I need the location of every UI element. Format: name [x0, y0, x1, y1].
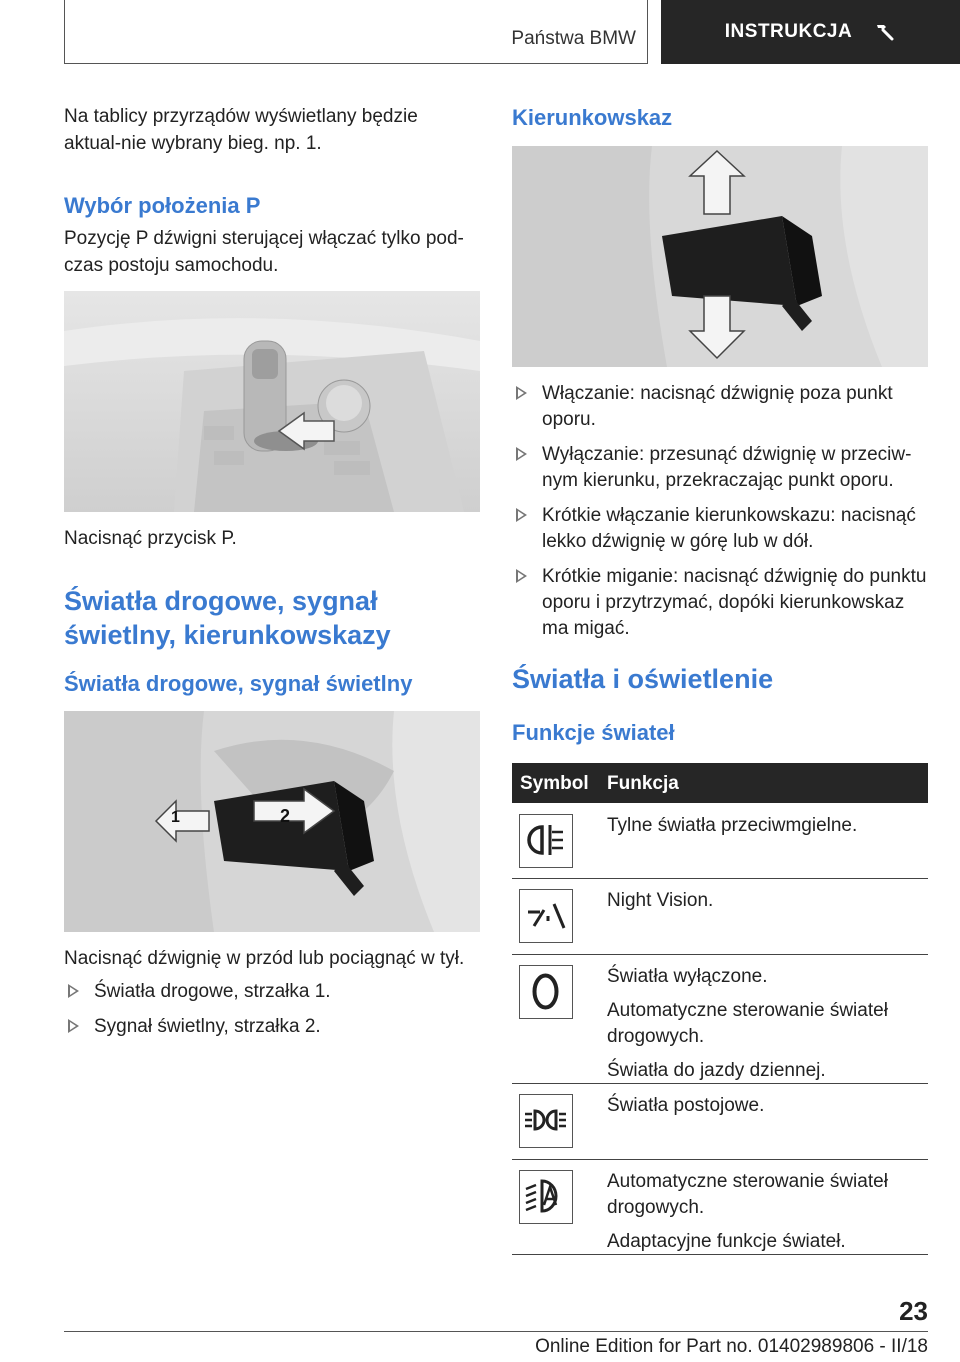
high-beam-list [64, 979, 480, 1049]
bullet-triangle-icon [516, 447, 527, 461]
bullet-triangle-icon [68, 984, 79, 998]
list-item: Krótkie miganie: nacisnąć dźwignię do punktu oporu i przytrzymać, dopóki kierunkowskaz ma migać. [512, 564, 928, 642]
lights-heading: Światła i oświetlenie [512, 664, 774, 694]
p-caption: Nacisnąć przycisk P. [64, 528, 237, 549]
table-header [512, 763, 928, 803]
sub-heading: Światła drogowe, sygnał świetlny [64, 671, 413, 696]
col-symbol: Symbol [520, 773, 589, 794]
hammer-icon [874, 21, 896, 43]
list-item: Krótkie włączanie kierunkowskazu: nacisnąć lekko dźwignię w górę lub w dół. [512, 503, 928, 555]
footer-divider [64, 1331, 928, 1332]
night-vision-icon [519, 889, 573, 943]
page-number: 23 [899, 1296, 928, 1326]
high-beam-lever-figure [64, 711, 480, 932]
col-function: Funkcja [607, 773, 679, 794]
header-section: Państwa BMW [511, 28, 636, 49]
intro-text: Na tablicy przyrządów wyświetlany będzie aktual-nie wybrany bieg. np. 1. [64, 106, 418, 154]
footer-edition: Online Edition for Part no. 01402989806 - II/18 [535, 1336, 928, 1357]
arrow-label-2: 2 [280, 806, 291, 826]
function-text: Adaptacyjne funkcje świateł. [607, 1231, 846, 1252]
turn-signal-list [512, 381, 928, 651]
gear-selector-figure [64, 291, 480, 512]
list-item: Wyłączanie: przesunąć dźwignię w przeciw-nym kierunku, przekraczając punkt oporu. [512, 442, 928, 494]
function-text: Tylne światła przeciwmgielne. [607, 815, 858, 836]
p-text: Pozycję P dźwigni sterującej włączać tylko pod-czas postoju samochodu. [64, 228, 464, 276]
turn-signal-illustration [512, 146, 928, 367]
table-row [512, 803, 928, 879]
rear-fog-light-icon [519, 814, 573, 868]
functions-heading: Funkcje świateł [512, 720, 675, 745]
table-row [512, 954, 928, 1084]
auto-headlight-icon [519, 1170, 573, 1224]
lever-illustration [64, 711, 480, 932]
list-item: Światła drogowe, strzałka 1. [64, 979, 480, 1005]
table-row [512, 1083, 928, 1160]
header-chapter: INSTRUKCJA [724, 21, 853, 42]
table-row [512, 1159, 928, 1255]
function-text: Światła postojowe. [607, 1095, 765, 1116]
function-text: Automatyczne sterowanie świateł drogowych. [607, 1171, 888, 1218]
table-row [512, 878, 928, 955]
main-heading: Światła drogowe, sygnał świetlny, kierunkowskazy [64, 586, 391, 650]
header-chapter-tab [661, 0, 960, 64]
lever-caption: Nacisnąć dźwignię w przód lub pociągnąć w tył. [64, 948, 465, 969]
list-item: Sygnał świetlny, strzałka 2. [64, 1014, 480, 1040]
gear-selector-illustration [64, 291, 480, 512]
lights-off-icon [519, 965, 573, 1019]
turn-heading: Kierunkowskaz [512, 105, 673, 130]
bullet-triangle-icon [516, 569, 527, 583]
bullet-triangle-icon [68, 1019, 79, 1033]
function-text: Światła do jazdy dziennej. [607, 1060, 826, 1081]
turn-signal-figure [512, 146, 928, 367]
list-item: Włączanie: nacisnąć dźwignię poza punkt oporu. [512, 381, 928, 433]
bullet-triangle-icon [516, 386, 527, 400]
function-text: Automatyczne sterowanie świateł drogowych. [607, 1000, 888, 1047]
function-text: Światła wyłączone. [607, 966, 768, 987]
parking-lights-icon [519, 1094, 573, 1148]
arrow-label-1: 1 [171, 809, 180, 826]
bullet-triangle-icon [516, 508, 527, 522]
function-text: Night Vision. [607, 890, 714, 911]
p-heading: Wybór położenia P [64, 193, 261, 218]
